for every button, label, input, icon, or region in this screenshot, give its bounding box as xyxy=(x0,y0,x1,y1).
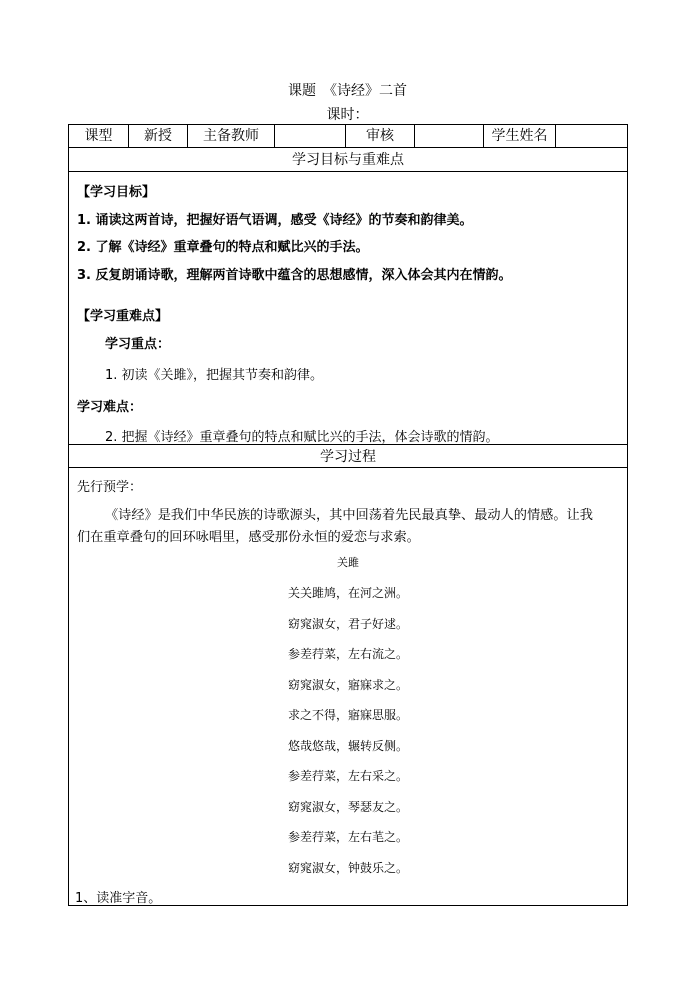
student-name-label: 学生姓名 xyxy=(484,125,556,147)
difficulty-text: 2. 把握《诗经》重章叠句的特点和赋比兴的手法，体会诗歌的情韵。 xyxy=(105,430,499,445)
poem-line: 窈窕淑女，钟鼓乐之。 xyxy=(287,861,408,875)
class-hours-label: 课时： xyxy=(326,107,369,123)
key-difficulty-title: 【学习重难点】 xyxy=(77,309,169,324)
preview-label: 先行预学： xyxy=(77,480,143,495)
review-label: 审核 xyxy=(346,125,415,147)
key-point-text: 1. 初读《关雎》，把握其节奏和韵律。 xyxy=(105,368,324,383)
review-field[interactable] xyxy=(415,125,484,147)
lead-teacher-field[interactable] xyxy=(275,125,346,147)
key-point-label: 学习重点： xyxy=(105,337,171,352)
poem-line: 窈窕淑女，君子好逑。 xyxy=(287,617,408,631)
intro-paragraph-line1: 《诗经》是我们中华民族的诗歌源头，其中回荡着先民最真挚、最动人的情感。让我 xyxy=(105,508,593,523)
objective-item: 1. 诵读这两首诗，把握好语气语调，感受《诗经》的节奏和韵律美。 xyxy=(77,213,473,228)
poem-line: 参差荇菜，左右采之。 xyxy=(287,769,408,783)
student-name-field[interactable] xyxy=(556,125,627,147)
objective-item: 3. 反复朗诵诗歌，理解两首诗歌中蕴含的思想感情，深入体会其内在情韵。 xyxy=(77,268,512,283)
poem-line: 悠哉悠哉，辗转反侧。 xyxy=(287,739,408,753)
type-label: 课型 xyxy=(69,125,129,147)
task-read-pronunciation: 1、读准字音。 xyxy=(75,891,162,906)
process-section-heading: 学习过程 xyxy=(69,444,627,468)
poem-title: 关雎 xyxy=(337,556,359,569)
header-row xyxy=(69,125,627,148)
type-value[interactable]: 新授 xyxy=(129,125,188,147)
lead-teacher-label: 主备教师 xyxy=(188,125,275,147)
poem-line: 参差荇菜，左右芼之。 xyxy=(287,830,408,844)
objectives-title: 【学习目标】 xyxy=(77,185,156,200)
lesson-plan-table xyxy=(68,124,628,906)
goals-section-heading: 学习目标与重难点 xyxy=(69,148,627,172)
poem-line: 参差荇菜，左右流之。 xyxy=(287,647,408,661)
poem-line: 窈窕淑女，琴瑟友之。 xyxy=(287,800,408,814)
difficulty-label: 学习难点： xyxy=(77,400,143,415)
lesson-title: 课题 《诗经》二首 xyxy=(288,83,407,99)
poem-line: 窈窕淑女，寤寐求之。 xyxy=(287,678,408,692)
poem-line: 求之不得，寤寐思服。 xyxy=(287,708,408,722)
intro-paragraph-line2: 们在重章叠句的回环咏唱里，感受那份永恒的爱恋与求索。 xyxy=(77,530,420,545)
poem-line: 关关雎鸠，在河之洲。 xyxy=(287,586,408,600)
objective-item: 2. 了解《诗经》重章叠句的特点和赋比兴的手法。 xyxy=(77,240,369,255)
